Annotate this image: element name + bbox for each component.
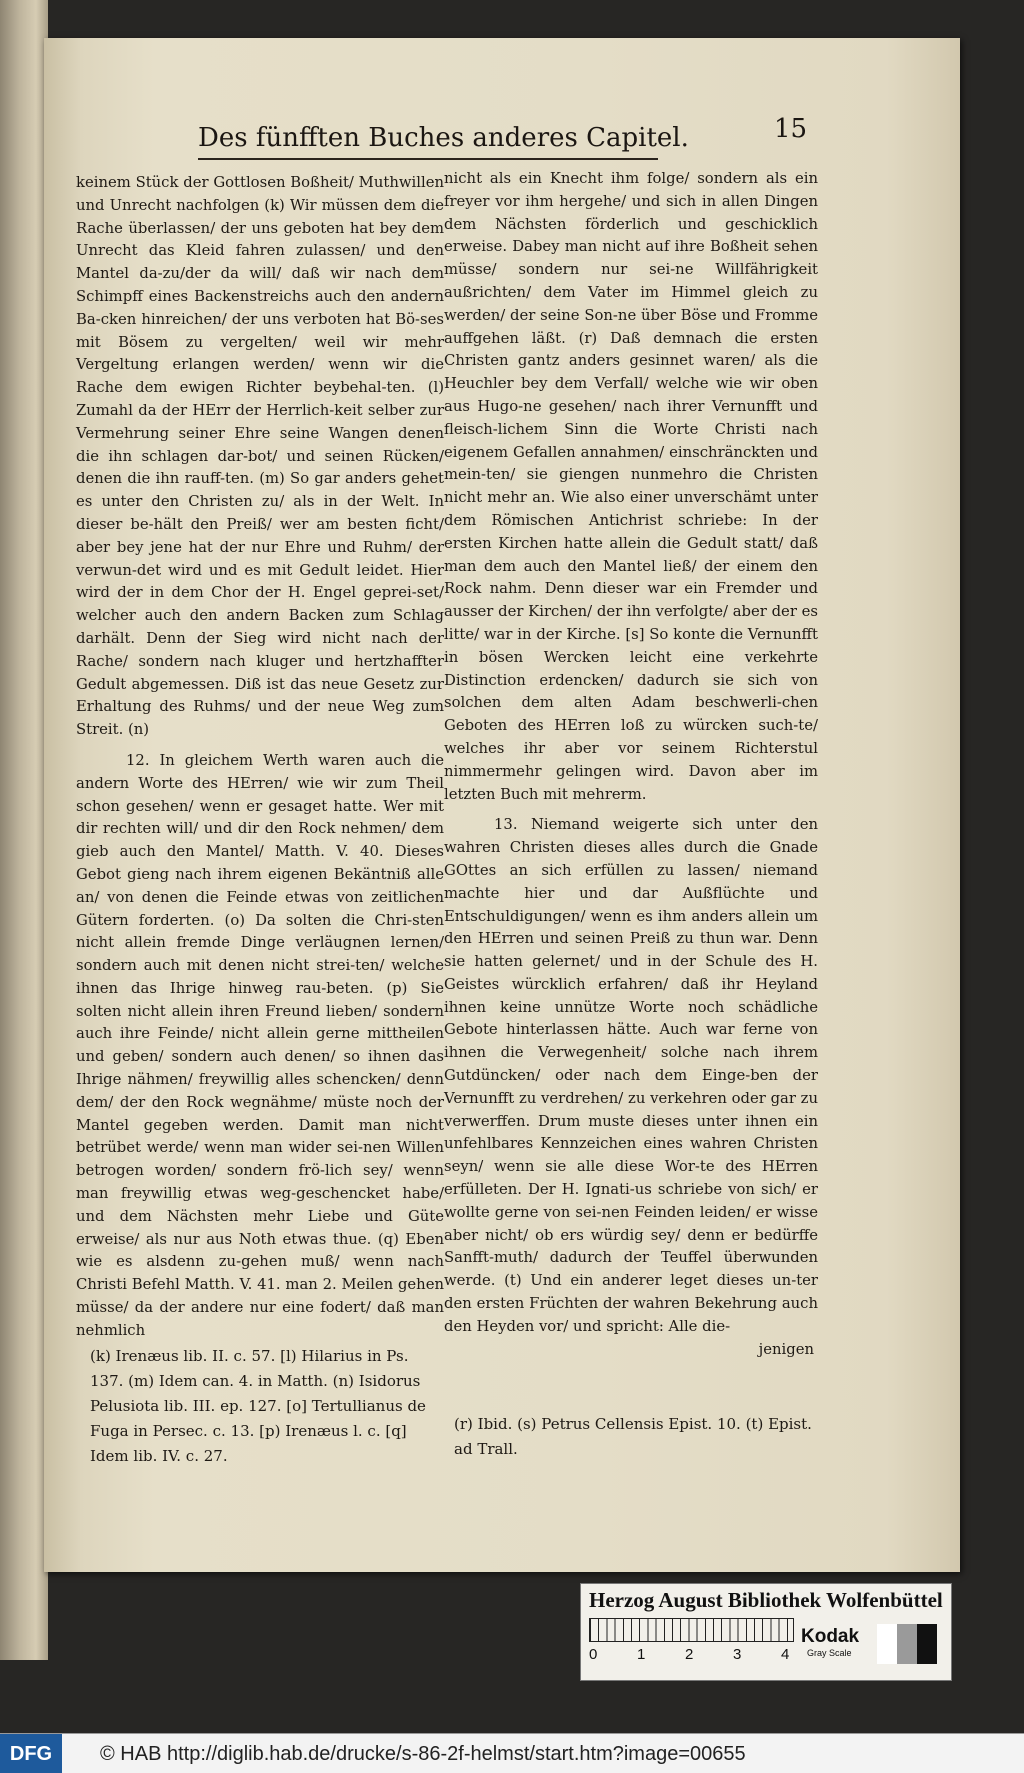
ruler-number: 4 xyxy=(781,1646,790,1663)
paragraph-continuation: keinem Stück der Gottlosen Boßheit/ Muthwillen und Unrecht nachfolgen (k) Wir müssen dem die Rache überlassen/ der uns geboten hat bey dem Unrecht das Kleid fahren zulassen/ und den Mantel da-zu/der da will/ daß wir nach dem Schimpff eines Backenstreichs auch den andern Ba-cken hinreichen/ der uns verboten hat Bö-ses mit Bösem zu vergelten/ weil wir mehr Vergeltung erlangen werden/ wenn wir die Rache dem ewigen Richter beybehal-ten. (l) Zumahl da der HErr der Herrlich-keit selber zur Vermehrung seiner Ehre seine Wangen denen die ihn schlagen dar-bot/ und seinen Rücken/ denen die ihn rauff-ten. (m) So gar anders gehet es unter den Christen zu/ als in der Welt. In dieser be-hält den Preiß/ wer am besten ficht/ aber bey jene hat der nur Ehre und Ruhm/ der verwun-det wird und es mit Gedult leidet. Hier wird der in dem Chor der H. Engel geprei-set/ welcher auch den andern Backen zum Schlag darhält. Denn der Sieg wird nicht nach der Rache/ sondern nach kluger und hertzhaffter Gedult abgemessen. Diß ist das neue Gesetz zur Erhaltung des Ruhms/ und der neue Weg zum Streit. (n) xyxy=(76,174,444,739)
footnotes-left: (k) Irenæus lib. II. c. 57. [l) Hilarius in Ps. 137. (m) Idem can. 4. in Matth. (n) Isidorus Pelusiota lib. III. ep. 127. [o] Tertullianus de Fuga in Persec. c. 13. [p) Irenæus l. c. [q] Idem lib. IV. c. 27. xyxy=(90,1347,426,1465)
gray-patch xyxy=(897,1624,917,1664)
ruler-numbers xyxy=(589,1646,809,1668)
copyright-url[interactable]: © HAB http://diglib.hab.de/drucke/s-86-2f-helmst/start.htm?image=00655 xyxy=(100,1743,746,1765)
page-number: 15 xyxy=(774,114,808,144)
ruler-number: 0 xyxy=(589,1646,598,1663)
gray-patch xyxy=(917,1624,937,1664)
right-text-column xyxy=(444,168,818,1361)
library-scan-label xyxy=(580,1583,952,1681)
ruler-number: 1 xyxy=(637,1646,646,1663)
running-header: Des fünfften Buches anderes Capitel. xyxy=(198,118,658,160)
paragraph-12: 12. In gleichem Werth waren auch die andern Worte des HErren/ wie wir zum Theil schon gesehen/ wenn er gesaget hatte. Wer mit dir rechten will/ und dir den Rock nehmen/ dem gieb auch den Mantel/ Matth. V. 40. Dieses Gebot gieng nach ihrem eigenen Bekäntniß alle an/ von denen die Feinde etwas von zeitlichen Gütern forderten. (o) Da solten die Chri-sten nicht allein fremde Dinge verläugnen lernen/ sondern auch mit denen nicht strei-ten/ welche ihnen das Ihrige hinweg rau-beten. (p) Sie solten nicht allein ihren Freund lieben/ sondern auch ihre Feinde/ nicht allein gerne mittheilen und geben/ sondern auch denen/ so ihnen das Ihrige nähmen/ freywillig alles schencken/ denn dem/ der den Rock wegnähme/ müste noch der Mantel gegeben werden. Damit man nicht betrübet werde/ wenn man wider sei-nen Willen betrogen worden/ sondern frö-lich sey/ wenn man freywillig etwas weg-geschencket habe/ und dem Nächsten mehr Liebe und Güte erweise/ als nur aus Noth etwas thue. (q) Eben wie es alsdenn zu-gehen muß/ wenn nach Christi Befehl Matth. V. 41. man 2. Meilen gehen müsse/ da der andere nur eine fodert/ daß man nehmlich xyxy=(76,751,444,1339)
gray-scale-patches xyxy=(877,1624,937,1664)
gray-patch xyxy=(877,1624,897,1664)
gray-scale-label: Gray Scale xyxy=(807,1648,852,1658)
library-name: Herzog August Bibliothek Wolfenbüttel xyxy=(589,1588,943,1612)
kodak-logo: Kodak xyxy=(801,1626,860,1647)
footnotes-right: (r) Ibid. (s) Petrus Cellensis Epist. 10. (t) Epist. ad Trall. xyxy=(454,1415,812,1458)
paragraph-continuation-right: nicht als ein Knecht ihm folge/ sondern als ein freyer vor ihm hergehe/ und sich in allen Dingen dem Nächsten förderlich und geschicklich erweise. Dabey man nicht auf ihre Boßheit sehen müsse/ sondern nur sei-ne Willfährigkeit außrichten/ dem Vater im Himmel gleich zu werden/ der seine Son-ne über Böse und Fromme auffgehen läßt. (r) Daß demnach die ersten Christen gantz anders gesinnet waren/ als die Heuchler bey dem Verfall/ welche wie wir oben aus Hugo-ne gesehen/ nach ihrer Vernunfft und fleisch-lichem Sinn die Worte Christi nach eigenem Gefallen annahmen/ einschränckten und mein-ten/ sie giengen nunmehro die Christen nicht mehr an. Wie also einer unverschämt unter dem Römischen Antichrist schriebe: In der ersten Kirchen hatte allein die Gedult statt/ daß man dem auch den Mantel ließ/ der einem den Rock nahm. Denn dieser war ein Fremder und ausser der Kirchen/ der ihn verfolgte/ aber der es litte/ war in der Kirche. [s] So konte die Vernunfft in bösen Wercken leicht eine verkehrte Distinction erdencken/ dadurch sie sich von solchen dem alten Adam beschwerli-chen Geboten des HErren loß zu würcken such-te/ welches ihr aber vor seinem Richterstul nimmermehr gelingen wird. Davon aber im letzten Buch mit mehrerm. xyxy=(444,170,818,803)
ruler-number: 2 xyxy=(685,1646,694,1663)
catchword: jenigen xyxy=(758,1340,814,1358)
ruler-number: 3 xyxy=(733,1646,742,1663)
footer-bar xyxy=(0,1733,1024,1773)
left-page-edge xyxy=(0,0,48,1660)
dfg-logo[interactable]: DFG xyxy=(0,1734,62,1773)
scale-ruler xyxy=(589,1618,794,1642)
paragraph-13: 13. Niemand weigerte sich unter den wahren Christen dieses alles durch die Gnade GOttes an sich erfüllen zu lassen/ niemand machte hier und dar Außflüchte und Entschuldigungen/ wenn es ihm anders allein um den HErren und seinen Preiß zu thun war. Denn sie hatten gelernet/ und in der Schule des H. Geistes würcklich erfahren/ daß ihr Heyland ihnen keine unnütze Worte noch schädliche Gebote hinterlassen hätte. Auch war ferne von ihnen die Verwegenheit/ solche nach ihrem Gutdüncken/ oder nach dem Einge-ben der Vernunfft zu verdrehen/ zu verkehren oder gar zu verwerffen. Drum muste dieses unter ihnen ein unfehlbares Kennzeichen eines wahren Christen seyn/ wenn sie alle diese Wor-te des HErren erfülleten. Der H. Ignati-us schriebe von sich/ er wollte gerne von sei-nen Feinden leiden/ er wisse aber nicht/ ob ers würdig sey/ denn er bedürffe Sanfft-muth/ dadurch der Teuffel überwunden werde. (t) Und ein anderer leget dieses un-ter den ersten Früchten der wahren Bekehrung auch den Heyden vor/ und spricht: Alle die- xyxy=(444,816,818,1335)
left-text-column xyxy=(76,172,444,1343)
